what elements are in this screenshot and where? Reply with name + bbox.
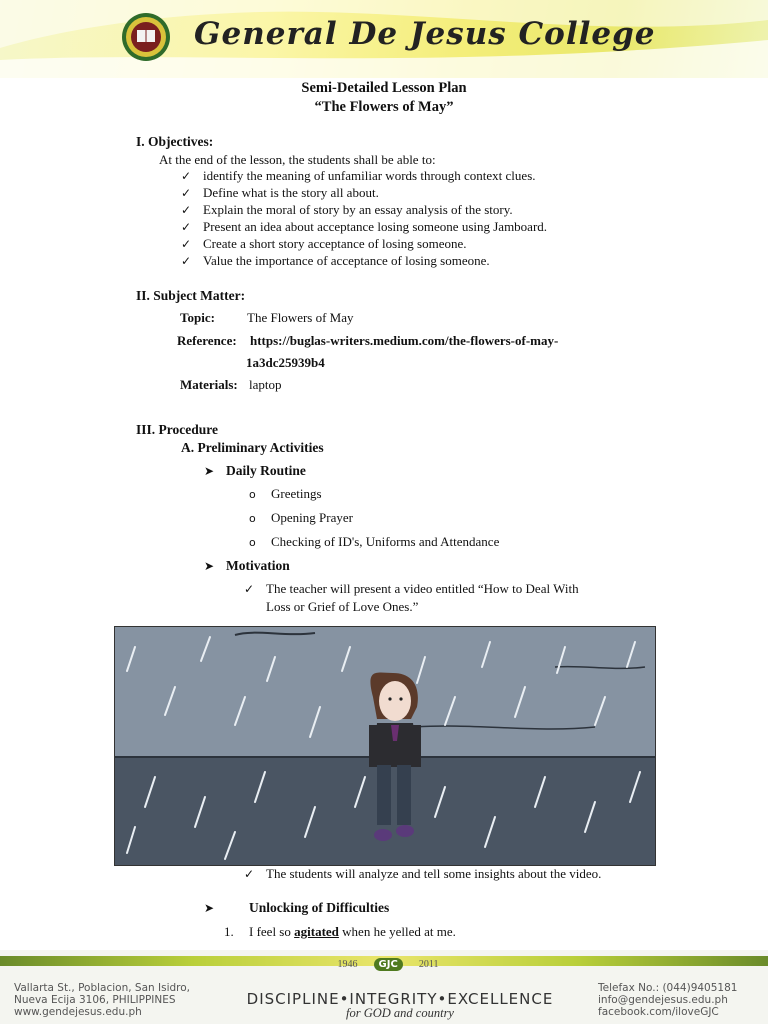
footer-contact: Telefax No.: (044)9405181 info@gendejesus.edu.ph facebook.com/iloveGJC [598,982,738,1018]
objective-item: ✓ Create a short story acceptance of losing someone. [181,236,467,251]
footer-website-link[interactable]: www.gendejesus.edu.ph [14,1006,142,1018]
college-seal-icon [106,12,186,62]
vocabulary-word: agitated [294,924,339,939]
check-icon: ✓ [181,186,192,200]
routine-item: o Greetings [249,486,322,501]
objective-item: ✓ Define what is the story all about. [181,185,379,200]
objective-item: ✓ Present an idea about acceptance losing someone using Jamboard. [181,219,548,234]
unlocking-heading: ➤ Unlocking of Difficulties [204,900,390,915]
check-icon: ✓ [244,582,255,596]
arrow-bullet-icon: ➤ [204,559,215,573]
lesson-plan-title: Semi-Detailed Lesson Plan [301,80,467,96]
anniversary-mark: 1946 GJC 2011 [337,959,439,970]
story-title: “The Flowers of May” [314,99,454,115]
check-icon: ✓ [244,867,255,881]
check-icon: ✓ [181,237,192,251]
materials-label: Materials: [180,377,238,392]
circle-bullet-icon: o [249,488,256,501]
reference-label: Reference: [177,333,237,348]
motivation-text: ✓ The teacher will present a video entitled “How to Deal With [244,581,579,596]
footer-facebook-link[interactable]: facebook.com/iloveGJC [598,1006,719,1018]
reference-link-continued[interactable]: 1a3dc25939b4 [246,355,325,370]
motivation-heading: ➤ Motivation [204,558,290,573]
footer-address: Vallarta St., Poblacion, San Isidro, Nueva Ecija 3106, PHILIPPINES www.gendejesus.edu.ph [14,982,191,1018]
routine-item: o Checking of ID's, Uniforms and Attendance [249,534,500,549]
objectives-heading: I. Objectives: [136,134,214,149]
materials-value: laptop [249,377,282,392]
college-tagline: for GOD and country [346,1006,454,1020]
footer-email-link[interactable]: info@gendejesus.edu.ph [598,994,728,1006]
objective-item: ✓ Explain the moral of story by an essay analysis of the story. [181,202,513,217]
reference-link[interactable]: https://buglas-writers.medium.com/the-flowers-of-may- [250,333,559,348]
college-name: General De Jesus College [194,16,656,52]
college-motto: DISCIPLINE•INTEGRITY•EXCELLENCE [246,990,554,1008]
preliminary-activities-heading: A. Preliminary Activities [181,440,324,455]
check-icon: ✓ [181,254,192,268]
gjc-badge: GJC [374,958,403,971]
topic-value: The Flowers of May [247,310,354,325]
unlocking-item-1: 1. I feel so agitated when he yelled at me. [224,924,456,939]
circle-bullet-icon: o [249,536,256,549]
arrow-bullet-icon: ➤ [204,901,215,915]
routine-item: o Opening Prayer [249,510,353,525]
objective-item: ✓ identify the meaning of unfamiliar words through context clues. [181,168,536,183]
students-activity-text: ✓ The students will analyze and tell some insights about the video. [244,866,602,881]
rain-illustration [114,626,656,866]
daily-routine-heading: ➤ Daily Routine [204,463,306,478]
motivation-text-continued: Loss or Grief of Love Ones.” [266,599,419,614]
objective-item: ✓ Value the importance of acceptance of losing someone. [181,253,490,268]
check-icon: ✓ [181,169,192,183]
circle-bullet-icon: o [249,512,256,525]
check-icon: ✓ [181,220,192,234]
subject-matter-heading: II. Subject Matter: [136,288,246,303]
objectives-intro: At the end of the lesson, the students shall be able to: [159,152,436,167]
girl-in-rain-image [115,627,655,865]
topic-label: Topic: [180,310,215,325]
check-icon: ✓ [181,203,192,217]
procedure-heading: III. Procedure [136,422,218,437]
arrow-bullet-icon: ➤ [204,464,215,478]
